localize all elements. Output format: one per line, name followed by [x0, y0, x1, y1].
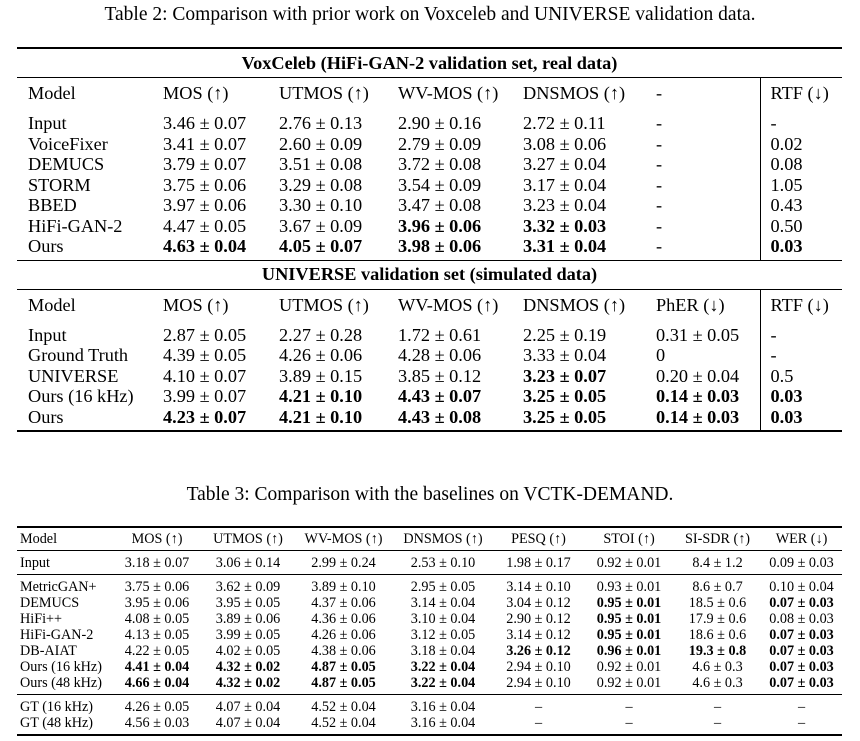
table-cell: –	[584, 715, 674, 735]
table-cell: 19.3 ± 0.8	[688, 643, 747, 659]
table-cell: 4.52 ± 0.04	[294, 715, 393, 735]
section2-body	[17, 320, 842, 432]
table-row	[17, 195, 842, 216]
model-name: Ours (16 kHz)	[28, 386, 134, 406]
table-cell: 0.08 ± 0.03	[769, 611, 834, 627]
table-cell: 3.47 ± 0.08	[398, 195, 482, 215]
model-name: HiFi-GAN-2	[28, 215, 123, 236]
table-cell: 4.21 ± 0.10	[279, 407, 398, 432]
table-row	[17, 643, 842, 659]
table-cell: 4.23 ± 0.07	[163, 407, 279, 432]
column-header: RTF (↓)	[760, 289, 842, 320]
table-cell: 3.22 ± 0.04	[410, 659, 476, 675]
column-header: DNSMOS (↑)	[523, 289, 656, 320]
table-row	[17, 715, 842, 735]
table-cell: 0.20 ± 0.04	[656, 365, 740, 386]
table-row	[17, 345, 842, 366]
table-cell: 4.02 ± 0.05	[215, 643, 281, 659]
table-cell: 3.54 ± 0.09	[398, 174, 482, 195]
table-row	[17, 134, 842, 155]
section1-header-row	[17, 78, 842, 109]
table2-caption: Table 2: Comparison with prior work on Voxceleb and UNIVERSE validation data.	[104, 4, 756, 25]
table-cell: 3.98 ± 0.06	[398, 236, 482, 256]
table-cell: 3.89 ± 0.06	[215, 611, 281, 627]
table3-header-row	[17, 527, 842, 551]
table-cell: 4.07 ± 0.04	[202, 715, 294, 735]
table-cell: 0.92 ± 0.01	[596, 659, 662, 675]
table-cell: 4.87 ± 0.05	[311, 675, 376, 691]
table-cell: 3.67 ± 0.09	[279, 215, 363, 236]
table-cell: 4.52 ± 0.04	[294, 695, 393, 716]
section1-title: VoxCeleb (HiFi-GAN-2 validation set, real data)	[17, 48, 842, 78]
model-name: GT (48 kHz)	[17, 715, 112, 735]
table-cell: 2.53 ± 0.10	[393, 551, 493, 575]
table-cell: 3.29 ± 0.08	[279, 174, 363, 195]
table-cell: 0.92 ± 0.01	[596, 675, 662, 691]
table-cell: 2.25 ± 0.19	[523, 324, 607, 345]
table-cell: 8.6 ± 0.7	[674, 575, 761, 596]
table-row	[17, 386, 842, 407]
table-cell: 3.18 ± 0.04	[410, 643, 476, 659]
table-cell: 0.92 ± 0.01	[584, 551, 674, 575]
table-cell: 4.21 ± 0.10	[279, 386, 363, 406]
table-cell: 0.43	[760, 195, 842, 216]
table3-group-input	[17, 551, 842, 575]
table-cell: 0.03	[760, 386, 842, 407]
table-cell: 4.32 ± 0.02	[215, 659, 281, 675]
table-cell: 0.95 ± 0.01	[596, 595, 662, 611]
table-cell: 3.16 ± 0.04	[393, 695, 493, 716]
model-name: STORM	[28, 174, 91, 195]
table-cell: 0.02	[760, 134, 842, 155]
table-cell: 4.37 ± 0.06	[311, 595, 376, 611]
table-cell: 3.62 ± 0.09	[202, 575, 294, 596]
table-cell: 3.17 ± 0.04	[523, 174, 607, 195]
column-header: WER (↓)	[761, 527, 842, 551]
table-cell: 3.26 ± 0.12	[506, 643, 571, 659]
column-header: RTF (↓)	[760, 78, 842, 109]
model-name: DEMUCS	[28, 154, 105, 174]
table-cell: 3.72 ± 0.08	[398, 154, 482, 174]
table-cell: 4.38 ± 0.06	[311, 643, 376, 659]
table-cell: 4.6 ± 0.3	[692, 659, 743, 675]
table-cell: 4.56 ± 0.03	[112, 715, 202, 735]
section1-title-row	[17, 48, 842, 78]
column-header: Model	[17, 289, 163, 320]
table-row	[17, 675, 842, 695]
table-cell: 1.05	[760, 175, 842, 196]
model-name: HiFi++	[20, 611, 63, 627]
table-cell: 4.13 ± 0.05	[124, 627, 190, 643]
table-cell: 3.89 ± 0.15	[279, 365, 363, 386]
table-cell: 4.07 ± 0.04	[202, 695, 294, 716]
table2	[17, 47, 842, 432]
table-cell: 3.33 ± 0.04	[523, 345, 607, 365]
table-cell: 3.25 ± 0.05	[523, 386, 607, 406]
table-row	[17, 175, 842, 196]
column-header: PESQ (↑)	[493, 527, 584, 551]
table-cell: 4.66 ± 0.04	[124, 675, 190, 691]
table-row	[17, 575, 842, 596]
table-cell: 3.22 ± 0.04	[410, 675, 476, 691]
table-cell: 3.99 ± 0.05	[215, 627, 281, 643]
table-row	[17, 611, 842, 627]
table-row	[17, 659, 842, 675]
table-cell: 2.60 ± 0.09	[279, 133, 363, 154]
column-header: UTMOS (↑)	[279, 78, 398, 109]
table-cell: -	[656, 174, 663, 195]
table-row	[17, 695, 842, 716]
table-cell: 0.95 ± 0.01	[596, 611, 662, 627]
table-row	[17, 595, 842, 611]
table-cell: 3.79 ± 0.07	[163, 154, 247, 174]
table3-group-gt	[17, 695, 842, 736]
table-cell: 2.94 ± 0.10	[506, 659, 571, 675]
table-row	[17, 320, 842, 346]
table-cell: 4.39 ± 0.05	[163, 345, 247, 365]
model-name: VoiceFixer	[28, 133, 108, 154]
table-cell: 0.03	[760, 236, 842, 260]
table-cell: 4.41 ± 0.04	[124, 659, 190, 675]
table-cell: 2.87 ± 0.05	[163, 324, 247, 345]
table-cell: -	[656, 133, 663, 154]
model-name: Ours	[28, 236, 64, 256]
table-cell: 0.95 ± 0.01	[596, 627, 662, 643]
table-cell: 8.4 ± 1.2	[674, 551, 761, 575]
table-cell: 4.26 ± 0.05	[112, 695, 202, 716]
table-cell: -	[656, 113, 663, 133]
table-cell: 3.12 ± 0.05	[410, 627, 476, 643]
model-name: BBED	[28, 195, 77, 215]
table-cell: 4.28 ± 0.06	[398, 345, 482, 365]
table-cell: 0.50	[760, 216, 842, 237]
table-cell: 4.32 ± 0.02	[215, 675, 281, 691]
column-header: STOI (↑)	[584, 527, 674, 551]
table-cell: 17.9 ± 0.6	[688, 611, 747, 627]
table-row	[17, 154, 842, 175]
table-cell: 2.79 ± 0.09	[398, 133, 482, 154]
table-cell: –	[761, 715, 842, 735]
table-cell: 0.14 ± 0.03	[656, 407, 760, 432]
table-cell: 3.85 ± 0.12	[398, 365, 482, 386]
column-header: DNSMOS (↑)	[393, 527, 493, 551]
table-cell: 0.96 ± 0.01	[596, 643, 662, 659]
table-row	[17, 366, 842, 387]
table-cell: 0.93 ± 0.01	[584, 575, 674, 596]
model-name: Ours (16 kHz)	[20, 659, 102, 675]
table-row	[17, 216, 842, 237]
table-cell: 3.96 ± 0.06	[398, 215, 482, 236]
table-cell: 18.6 ± 0.6	[688, 627, 747, 643]
table-row	[17, 236, 842, 260]
column-header: MOS (↑)	[112, 527, 202, 551]
table-cell: 0.07 ± 0.03	[769, 643, 834, 659]
section1-body	[17, 108, 842, 260]
table-row	[17, 551, 842, 575]
model-name: Ours (48 kHz)	[20, 675, 102, 691]
model-name: Ground Truth	[28, 345, 129, 365]
table-cell: 3.14 ± 0.12	[506, 627, 571, 643]
table-row	[17, 108, 842, 134]
table-cell: –	[761, 695, 842, 716]
table-cell: -	[760, 108, 842, 134]
table-cell: 4.47 ± 0.05	[163, 215, 247, 236]
table-cell: 3.95 ± 0.05	[215, 595, 281, 611]
table2-section1	[17, 48, 842, 108]
table-cell: 0.09 ± 0.03	[761, 551, 842, 575]
table-cell: 2.72 ± 0.11	[523, 113, 606, 133]
table-cell: 1.72 ± 0.61	[398, 324, 482, 345]
table-cell: 4.63 ± 0.04	[163, 236, 247, 256]
table-cell: –	[584, 695, 674, 716]
table-cell: 3.41 ± 0.07	[163, 133, 247, 154]
column-header: WV-MOS (↑)	[294, 527, 393, 551]
column-header: WV-MOS (↑)	[398, 289, 523, 320]
table-cell: –	[493, 695, 584, 716]
table-cell: 3.16 ± 0.04	[393, 715, 493, 735]
table-cell: –	[674, 715, 761, 735]
table-cell: 0.31 ± 0.05	[656, 324, 740, 345]
table-cell: -	[656, 195, 663, 215]
column-header: DNSMOS (↑)	[523, 78, 656, 109]
section2-header-row	[17, 289, 842, 320]
table-cell: 3.25 ± 0.05	[523, 407, 656, 432]
table-cell: 3.14 ± 0.10	[493, 575, 584, 596]
table-cell: 2.27 ± 0.28	[279, 324, 363, 345]
table-cell: 0.10 ± 0.04	[761, 575, 842, 596]
table-cell: –	[493, 715, 584, 735]
table-cell: 2.95 ± 0.05	[393, 575, 493, 596]
model-name: MetricGAN+	[17, 575, 112, 596]
table-cell: 3.08 ± 0.06	[523, 133, 607, 154]
table-cell: -	[656, 154, 663, 174]
table-cell: 3.23 ± 0.07	[523, 365, 607, 386]
model-name: DEMUCS	[20, 595, 80, 611]
model-name: Input	[17, 551, 112, 575]
table-cell: 18.5 ± 0.6	[688, 595, 747, 611]
table3-caption: Table 3: Comparison with the baselines on VCTK-DEMAND.	[186, 484, 674, 505]
table-cell: 2.90 ± 0.16	[398, 113, 482, 133]
table-cell: 4.22 ± 0.05	[124, 643, 190, 659]
table-cell: 4.87 ± 0.05	[311, 659, 376, 675]
column-header: -	[656, 78, 760, 109]
table-cell: 3.14 ± 0.04	[410, 595, 476, 611]
table-cell: 4.26 ± 0.06	[279, 345, 363, 365]
model-name: DB-AIAT	[20, 643, 77, 659]
section2-title: UNIVERSE validation set (simulated data)	[17, 260, 842, 289]
table-cell: 0.14 ± 0.03	[656, 386, 740, 406]
table3	[17, 526, 842, 736]
model-name: Input	[28, 113, 67, 133]
model-name: UNIVERSE	[28, 365, 119, 386]
table-cell: 3.75 ± 0.06	[112, 575, 202, 596]
model-name: Input	[28, 324, 67, 345]
table-cell: 2.94 ± 0.10	[506, 675, 571, 691]
table-cell: 3.32 ± 0.03	[523, 215, 607, 236]
table-cell: -	[656, 236, 663, 256]
table-cell: 0.07 ± 0.03	[769, 627, 834, 643]
table-cell: 3.04 ± 0.12	[506, 595, 571, 611]
table-cell: 2.99 ± 0.24	[294, 551, 393, 575]
table-cell: 3.95 ± 0.06	[124, 595, 190, 611]
table-cell: 0	[656, 345, 666, 365]
table3-group-baselines	[17, 575, 842, 695]
column-header: MOS (↑)	[163, 78, 279, 109]
model-name: GT (16 kHz)	[17, 695, 112, 716]
table-cell: 4.08 ± 0.05	[124, 611, 190, 627]
column-header: SI-SDR (↑)	[674, 527, 761, 551]
table-cell: 4.10 ± 0.07	[163, 365, 247, 386]
table-cell: 0.07 ± 0.03	[769, 675, 834, 691]
table-cell: 0.03	[760, 407, 842, 432]
table-cell: -	[760, 345, 842, 366]
table-cell: 0.5	[760, 366, 842, 387]
table-cell: 3.75 ± 0.06	[163, 174, 247, 195]
table-cell: 0.07 ± 0.03	[769, 659, 834, 675]
table-cell: -	[760, 320, 842, 346]
table-cell: 2.76 ± 0.13	[279, 113, 363, 133]
table-cell: 3.46 ± 0.07	[163, 113, 247, 133]
table-cell: 3.99 ± 0.07	[163, 386, 247, 406]
table-cell: 3.10 ± 0.04	[410, 611, 476, 627]
column-header: UTMOS (↑)	[279, 289, 398, 320]
column-header: WV-MOS (↑)	[398, 78, 523, 109]
model-name: HiFi-GAN-2	[20, 627, 94, 643]
model-name: Ours	[17, 407, 163, 432]
table-cell: 3.30 ± 0.10	[279, 195, 363, 215]
column-header: Model	[17, 78, 163, 109]
table-cell: 3.27 ± 0.04	[523, 154, 607, 174]
table-cell: 4.43 ± 0.07	[398, 386, 482, 406]
section2-title-row	[17, 260, 842, 289]
table-cell: 4.05 ± 0.07	[279, 236, 363, 256]
table-cell: 0.08	[760, 154, 842, 175]
table-cell: 3.51 ± 0.08	[279, 154, 363, 174]
table-cell: -	[656, 215, 663, 236]
table-cell: 3.18 ± 0.07	[112, 551, 202, 575]
table-cell: 4.43 ± 0.08	[398, 407, 523, 432]
table-cell: 2.90 ± 0.12	[506, 611, 571, 627]
table-cell: –	[674, 695, 761, 716]
table-row	[17, 627, 842, 643]
table-cell: 4.26 ± 0.06	[311, 627, 376, 643]
table-cell: 3.06 ± 0.14	[202, 551, 294, 575]
column-header: MOS (↑)	[163, 289, 279, 320]
table-cell: 0.07 ± 0.03	[769, 595, 834, 611]
table-cell: 3.97 ± 0.06	[163, 195, 247, 215]
table-cell: 4.6 ± 0.3	[692, 675, 743, 691]
column-header: Model	[17, 527, 112, 551]
table-row	[17, 407, 842, 432]
column-header: UTMOS (↑)	[202, 527, 294, 551]
table-cell: 3.23 ± 0.04	[523, 195, 607, 215]
column-header: PhER (↓)	[656, 289, 760, 320]
table-cell: 4.36 ± 0.06	[311, 611, 376, 627]
table2-section2	[17, 260, 842, 320]
table-cell: 3.89 ± 0.10	[294, 575, 393, 596]
table-cell: 3.31 ± 0.04	[523, 236, 607, 256]
table-cell: 1.98 ± 0.17	[493, 551, 584, 575]
